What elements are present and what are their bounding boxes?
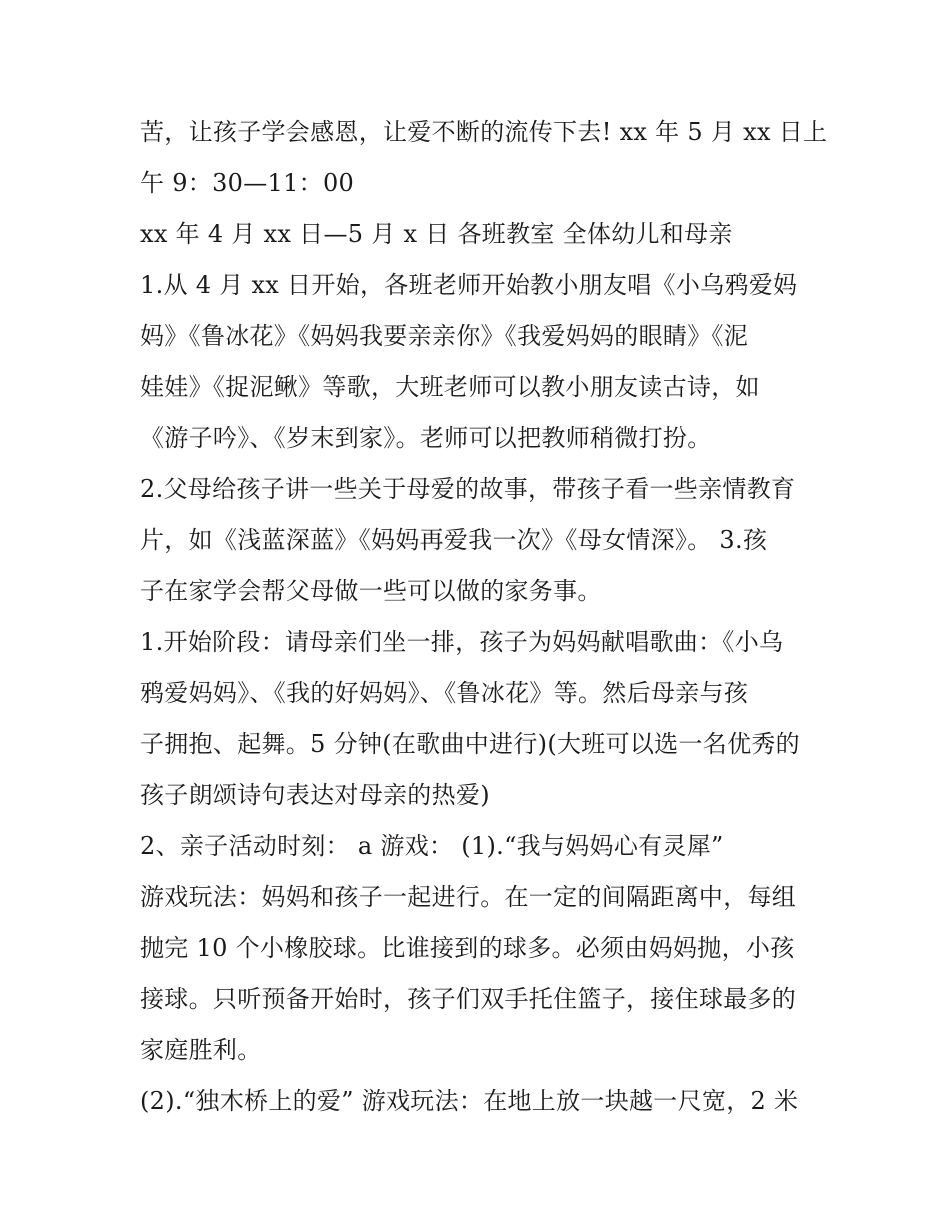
text-line: 1.开始阶段：请母亲们坐一排，孩子为妈妈献唱歌曲：《小乌: [140, 628, 784, 656]
text-line: 午 9：30—11：00: [140, 169, 355, 197]
document-body: [140, 107, 828, 1127]
text-line: 2、亲子活动时刻： a 游戏： (1).“我与妈妈心有灵犀”: [140, 832, 724, 860]
text-line: 孩子朗颂诗句表达对母亲的热爱): [140, 781, 490, 809]
text-line: 苦，让孩子学会感恩，让爱不断的流传下去! xx 年 5 月 xx 日上: [140, 118, 828, 146]
text-line: 《游子吟》、《岁末到家》。老师可以把教师稍微打扮。: [140, 424, 712, 452]
text-line: 妈》《鲁冰花》《妈妈我要亲亲你》《我爱妈妈的眼睛》《泥: [140, 322, 749, 350]
text-line: 接球。只听预备开始时，孩子们双手托住篮子，接住球最多的: [140, 985, 797, 1013]
text-line: 抛完 10 个小橡胶球。比谁接到的球多。必须由妈妈抛，小孩: [140, 934, 795, 962]
text-line: 2.父母给孩子讲一些关于母爱的故事，带孩子看一些亲情教育: [140, 475, 796, 503]
text-line: 鸦爱妈妈》、《我的好妈妈》、《鲁冰花》等。然后母亲与孩: [140, 679, 749, 707]
text-line: 1.从 4 月 xx 日开始，各班老师开始教小朋友唱《小乌鸦爱妈: [140, 271, 798, 299]
text-line: 家庭胜利。: [140, 1036, 262, 1064]
text-line: 娃娃》《捉泥鳅》等歌，大班老师可以教小朋友读古诗，如: [140, 373, 760, 401]
text-line: 游戏玩法：妈妈和孩子一起进行。在一定的间隔距离中，每组: [140, 883, 797, 911]
text-line: 片，如《浅蓝深蓝》《妈妈再爱我一次》《母女情深》。 3.孩: [140, 526, 768, 554]
text-line: 子在家学会帮父母做一些可以做的家务事。: [140, 577, 602, 605]
text-line: (2).“独木桥上的爱” 游戏玩法：在地上放一块越一尺宽，2 米: [140, 1087, 799, 1115]
text-line: 子拥抱、起舞。5 分钟(在歌曲中进行)(大班可以选一名优秀的: [140, 730, 800, 758]
text-line: xx 年 4 月 xx 日—5 月 x 日 各班教室 全体幼儿和母亲: [140, 220, 733, 248]
